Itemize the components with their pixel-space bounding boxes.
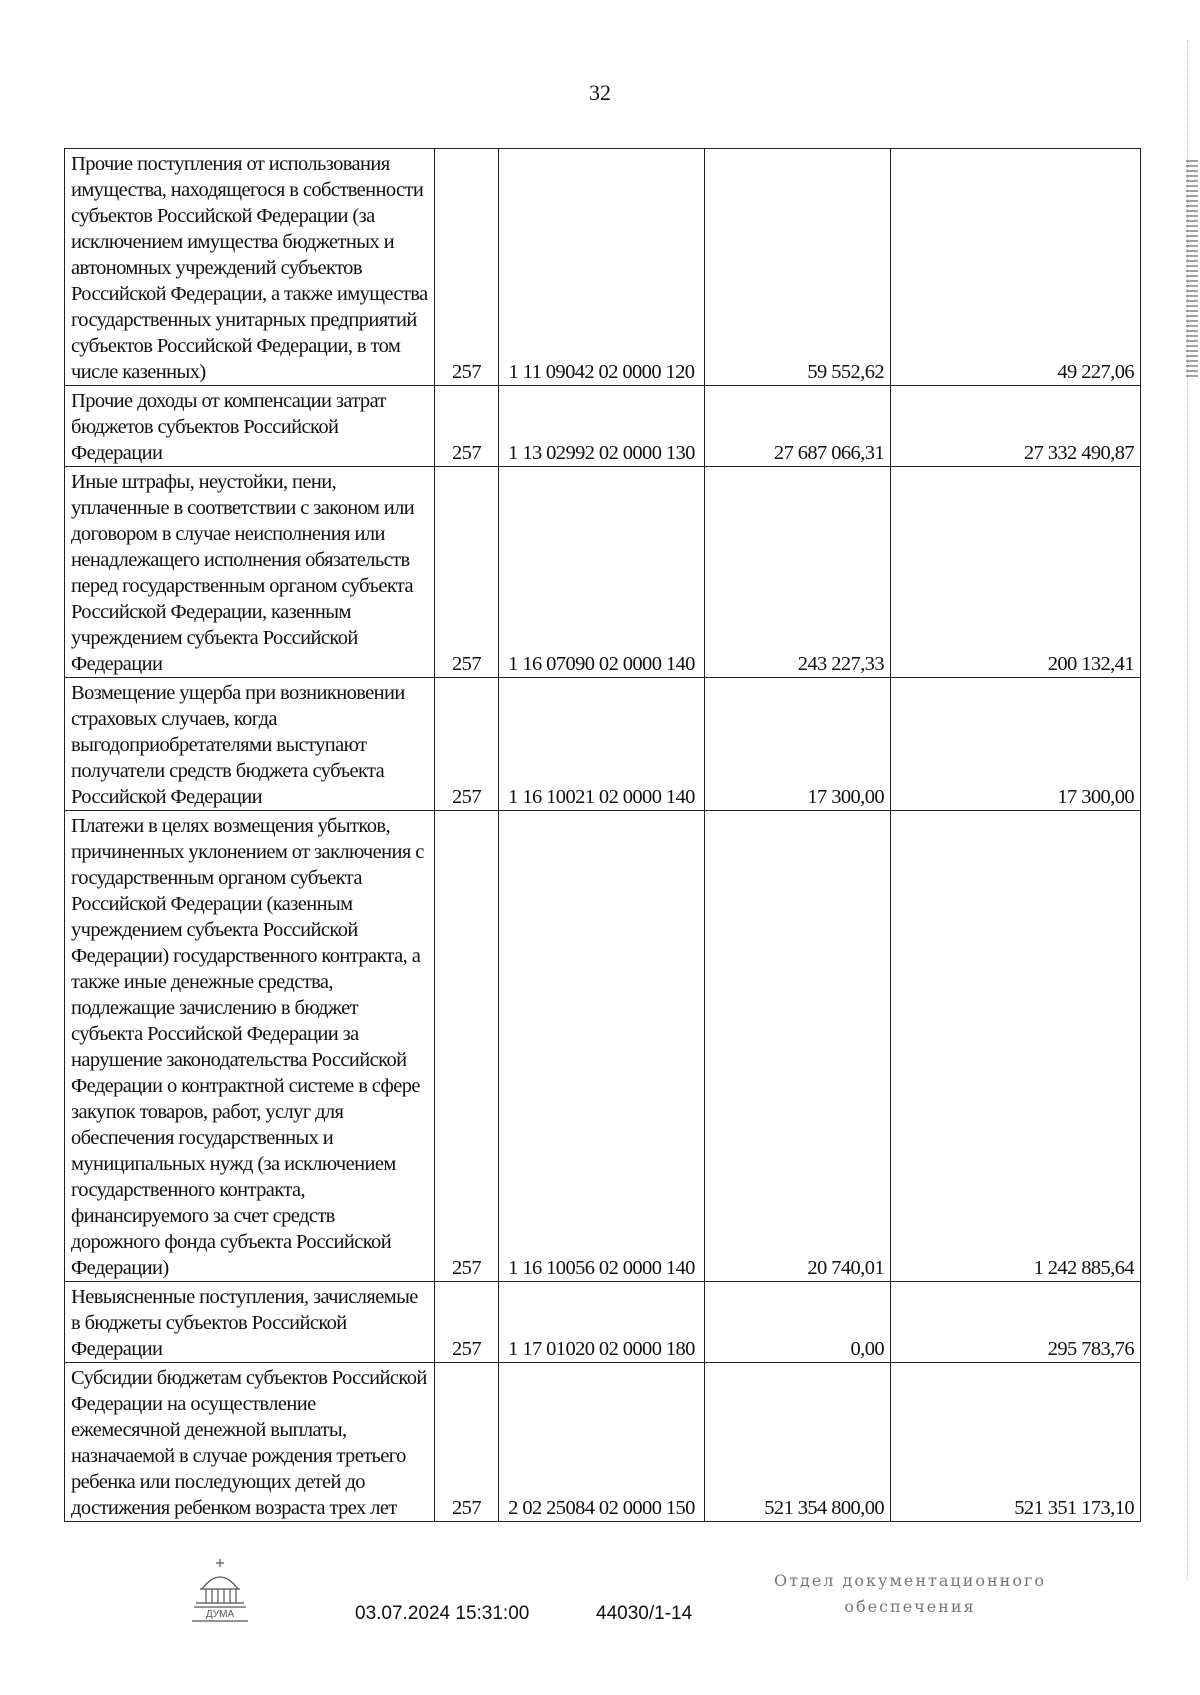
row-name: Возмещение ущерба при возникновении страховых случаев, когда выгодоприобретателями выступают получатели средств бюджета субъекта Российской Федерации bbox=[65, 678, 435, 811]
row-value-1: 243 227,33 bbox=[705, 467, 891, 678]
row-admin-code: 257 bbox=[435, 386, 499, 467]
table-row bbox=[65, 386, 1141, 467]
row-value-1: 17 300,00 bbox=[705, 678, 891, 811]
row-name: Прочие доходы от компенсации затрат бюджетов субъектов Российской Федерации bbox=[65, 386, 435, 467]
table-row bbox=[65, 149, 1141, 386]
row-admin-code: 257 bbox=[435, 467, 499, 678]
row-value-1: 59 552,62 bbox=[705, 149, 891, 386]
table-row bbox=[65, 467, 1141, 678]
row-name: Иные штрафы, неустойки, пени, уплаченные в соответствии с законом или договором в случае неисполнения или ненадлежащего исполнения обязательств перед государственным органом субъекта Российской Федерации, казенным учреждением субъекта Российской Федерации bbox=[65, 467, 435, 678]
row-value-1: 521 354 800,00 bbox=[705, 1363, 891, 1522]
page-number: 32 bbox=[589, 80, 611, 105]
row-value-1: 20 740,01 bbox=[705, 811, 891, 1282]
row-budget-code: 1 16 10021 02 0000 140 bbox=[499, 678, 705, 811]
row-value-2: 521 351 173,10 bbox=[891, 1363, 1141, 1522]
row-value-2: 17 300,00 bbox=[891, 678, 1141, 811]
row-admin-code: 257 bbox=[435, 678, 499, 811]
table-row bbox=[65, 811, 1141, 1282]
table-row bbox=[65, 1363, 1141, 1522]
stamp-line-2: обеспечения bbox=[844, 1597, 976, 1616]
row-value-2: 27 332 490,87 bbox=[891, 386, 1141, 467]
row-value-2: 1 242 885,64 bbox=[891, 811, 1141, 1282]
table-row bbox=[65, 1282, 1141, 1363]
row-name: Невыясненные поступления, зачисляемые в бюджеты субъектов Российской Федерации bbox=[65, 1282, 435, 1363]
row-budget-code: 1 11 09042 02 0000 120 bbox=[499, 149, 705, 386]
row-budget-code: 1 16 10056 02 0000 140 bbox=[499, 811, 705, 1282]
row-value-1: 0,00 bbox=[705, 1282, 891, 1363]
duma-logo-icon bbox=[190, 1555, 250, 1630]
scan-mark bbox=[1186, 160, 1198, 380]
row-name: Прочие поступления от использования имущества, находящегося в собственности субъектов Российской Федерации (за исключением имущества бюджетных и автономных учреждений субъектов Российской Федерации, а также имущества государственных унитарных предприятий субъектов Российской Федерации, в том числе казенных) bbox=[65, 149, 435, 386]
row-value-2: 295 783,76 bbox=[891, 1282, 1141, 1363]
row-name: Субсидии бюджетам субъектов Российской Федерации на осуществление ежемесячной денежной выплаты, назначаемой в случае рождения третьего ребенка или последующих детей до достижения ребенком возраста трех лет bbox=[65, 1363, 435, 1522]
stamp-line-1: Отдел документационного bbox=[774, 1571, 1046, 1590]
department-stamp bbox=[760, 1568, 1060, 1620]
row-budget-code: 1 17 01020 02 0000 180 bbox=[499, 1282, 705, 1363]
row-admin-code: 257 bbox=[435, 811, 499, 1282]
row-value-2: 200 132,41 bbox=[891, 467, 1141, 678]
revenue-table bbox=[64, 148, 1141, 1522]
table-row bbox=[65, 678, 1141, 811]
row-admin-code: 257 bbox=[435, 1282, 499, 1363]
row-admin-code: 257 bbox=[435, 149, 499, 386]
row-budget-code: 1 16 07090 02 0000 140 bbox=[499, 467, 705, 678]
footer-datetime: 03.07.2024 15:31:00 bbox=[355, 1603, 530, 1624]
row-budget-code: 1 13 02992 02 0000 130 bbox=[499, 386, 705, 467]
row-budget-code: 2 02 25084 02 0000 150 bbox=[499, 1363, 705, 1522]
row-value-1: 27 687 066,31 bbox=[705, 386, 891, 467]
logo-text: ДУМА bbox=[205, 1609, 235, 1620]
row-value-2: 49 227,06 bbox=[891, 149, 1141, 386]
footer-registration-number: 44030/1-14 bbox=[596, 1603, 693, 1624]
row-admin-code: 257 bbox=[435, 1363, 499, 1522]
row-name: Платежи в целях возмещения убытков, причиненных уклонением от заключения с государственным органом субъекта Российской Федерации (казенным учреждением субъекта Российской Федерации) государственного контракта, а также иные денежные средства, подлежащие зачислению в бюджет субъекта Российской Федерации за нарушение законодательства Российской Федерации о контрактной системе в сфере закупок товаров, работ, услуг для обеспечения государственных и муниципальных нужд (за исключением государственного контракта, финансируемого за счет средств дорожного фонда субъекта Российской Федерации) bbox=[65, 811, 435, 1282]
